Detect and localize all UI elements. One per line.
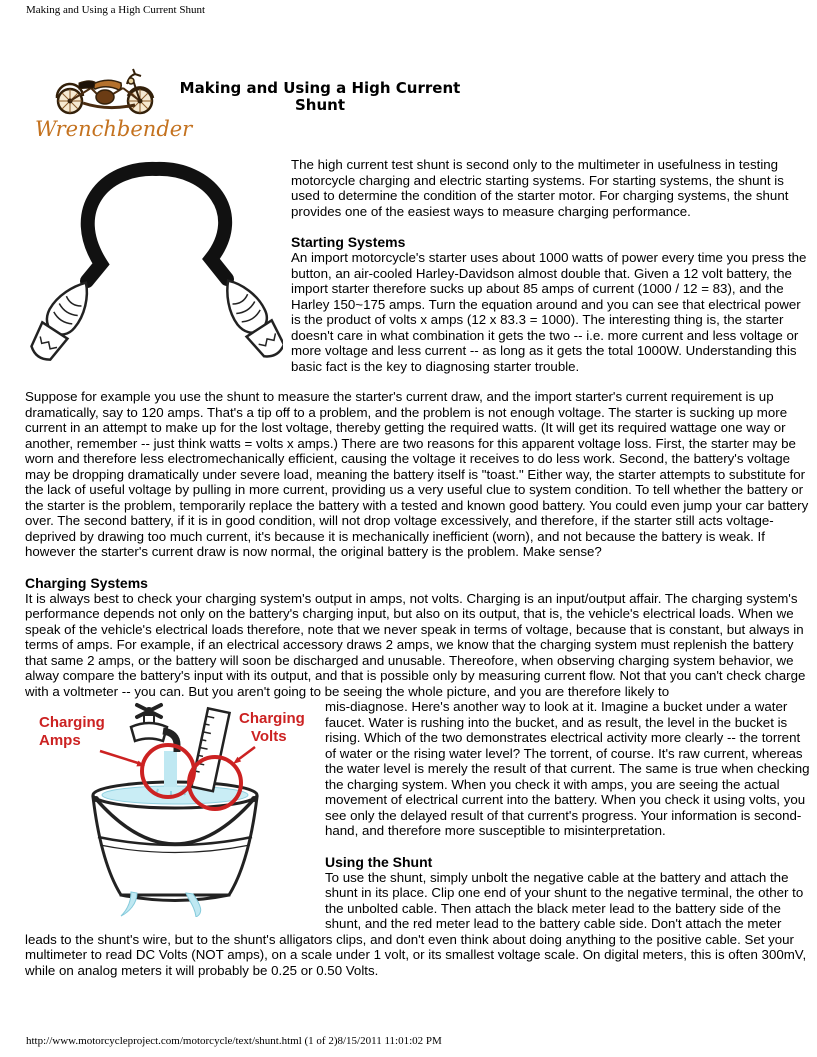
charging-figure-wrap bbox=[25, 699, 813, 978]
ruler bbox=[191, 708, 229, 791]
page-title bbox=[175, 62, 465, 114]
article-body bbox=[25, 157, 813, 978]
motorcycle-logo-icon bbox=[45, 62, 165, 116]
page-title-line1: Making and Using a High Current bbox=[179, 79, 461, 97]
charging-volts-arrow bbox=[233, 747, 255, 764]
site-logo bbox=[35, 62, 193, 141]
page-title-line2: Shunt bbox=[294, 96, 345, 114]
page-content bbox=[25, 58, 813, 978]
section-heading-starting-systems: Starting Systems bbox=[291, 234, 406, 250]
section-heading-using-the-shunt: Using the Shunt bbox=[325, 853, 433, 870]
shunt-cable-figure bbox=[29, 159, 283, 362]
charging-volts-label-line2: Volts bbox=[251, 728, 287, 745]
using-the-shunt-paragraph: To use the shunt, simply unbolt the negative cable at the battery and attach the shunt in its place. Clip one end of your shunt to the negative terminal, the other to the unbolted cable. Then attach the black meter lead to the battery side of the shunt, and the red meter lead to the battery cable side. Don't attach the meter leads to the shunt's wire, but to the shunt's alligators clips, and don't even think about doing anything to the positive cable. Set your multimeter to read DC Volts (NOT amps), on a scale under 1 volt, or its smallest voltage scale. On digital meters, this is often 300mV, while on analog meters it will probably be 0.25 or 0.50 Volts. bbox=[25, 869, 807, 978]
charging-amps-label-line2: Amps bbox=[39, 732, 81, 749]
shunt-cable-loop bbox=[87, 169, 227, 281]
print-footer-url: http://www.motorcycleproject.com/motorcycle/text/shunt.html (1 of 2)8/15/2011 11:01:02 PM bbox=[26, 1035, 442, 1047]
charging-amps-arrow bbox=[100, 751, 145, 766]
charging-systems-paragraph-before-figure: It is always best to check your charging system's output in amps, not volts. Charging is an input/output affair. The charging system's performance depends not only on the battery's charging input, but also on its output, that is, the vehicle's electrical loads. When we speak of the vehicle's electrical loads therefore, note that we never speak in terms of voltage, because that is constant, but always in terms of amps. For example, if an electrical accessory draws 2 amps, we know that the charging system must replenish the battery that same 2 amps, or the battery will soon be discharged and unusable. Thereofore, when observing charging system behavior, we alway compare the battery's input with its output, and that is possible only by measuring current flow. Not that you can't check charge with a voltmeter -- you can. But you aren't going to be seeing the whole picture, and you are therefore likely to bbox=[25, 590, 806, 699]
bucket-analogy-figure bbox=[25, 699, 317, 917]
starting-systems-paragraph-1: An import motorcycle's starter uses about 1000 watts of power every time you press the button, an air-cooled Harley-Davidson almost double that. Given a 12 volt battery, the import starter therefore sucks up about 85 amps of current (1000 / 12 = 83), and the Harley 150~175 amps. Turn the equation around and you can see that electrical power is the product of volts x amps (12 x 83.3 = 1000). The interesting thing is, the starter doesn't care in what combination it gets the two -- i.e. more current and less voltage or more voltage and less current -- as long as it gets the total 1000W. Understanding this basic fact is the key to diagnosing starter trouble. bbox=[291, 250, 807, 374]
logo-wordmark: Wrenchbender bbox=[35, 117, 193, 141]
starting-systems-paragraph-2: Suppose for example you use the shunt to measure the starter's current draw, and the import starter's current requirement is up dramatically, say to 120 amps. That's a tip off to a problem, and the problem is not enough voltage. The starter is sucking up more current in an attempt to make up for the lost voltage, thereby getting the required watts. (It will get its required wattage one way or another, remember -- just think watts = volts x amps.) There are two reasons for this apparent voltage loss. First, the starter may be worn and therefore less electromechanically efficient, causing the voltage it receives to do less work. Second, the battery's voltage may be dropping dramatically under severe load, meaning the battery itself is "toast." Either way, the starter attempts to substitute for the lack of useful voltage by pulling in more current, providing us a very useful clue to system condition. To tell whether the battery or the starter is the problem, temporarily replace the battery with a tested and known good battery. You could even jump your car battery over. The second battery, if it is in good condition, will not drop voltage excessively, and therefore, if the starter still acts voltage-deprived by drawing too much current, it's because it is mechanically inefficient (worn), and not because the battery is weak. If however the starter's current draw is now normal, the original battery is the problem. Make sense? bbox=[25, 389, 809, 559]
alligator-clip-right bbox=[215, 272, 283, 362]
charging-systems-paragraph-beside-figure: mis-diagnose. Here's another way to look at it. Imagine a bucket under a water faucet. Water is rushing into the bucket, and as result, the level in the bucket is rising. Which of the two demonstrates electrical activity more clearly -- the torrent of water or the rising water level? The torrent, of course. It's raw current, whereas the water level is merely the result of that current. The same is true when checking the charging system. When you check it with amps, you are seeing the actual movement of electrical current into the battery. When you check it using volts, you see only the delayed result of that current's progress. Your information is second-hand, and therefore more susceptible to misinterpretation. bbox=[325, 699, 810, 838]
charging-amps-label-line1: Charging bbox=[39, 714, 105, 731]
section-heading-charging-systems: Charging Systems bbox=[25, 574, 148, 591]
print-header-title: Making and Using a High Current Shunt bbox=[26, 4, 206, 16]
intro-paragraph: The high current test shunt is second only to the multimeter in usefulness in testing motorcycle charging and electric starting systems. For starting systems, the shunt is used to determine the condition of the starter motor. For charging systems, the shunt provides one of the easiest ways to measure charging performance. bbox=[291, 157, 789, 219]
masthead bbox=[25, 62, 813, 141]
charging-volts-label-line1: Charging bbox=[239, 710, 305, 727]
